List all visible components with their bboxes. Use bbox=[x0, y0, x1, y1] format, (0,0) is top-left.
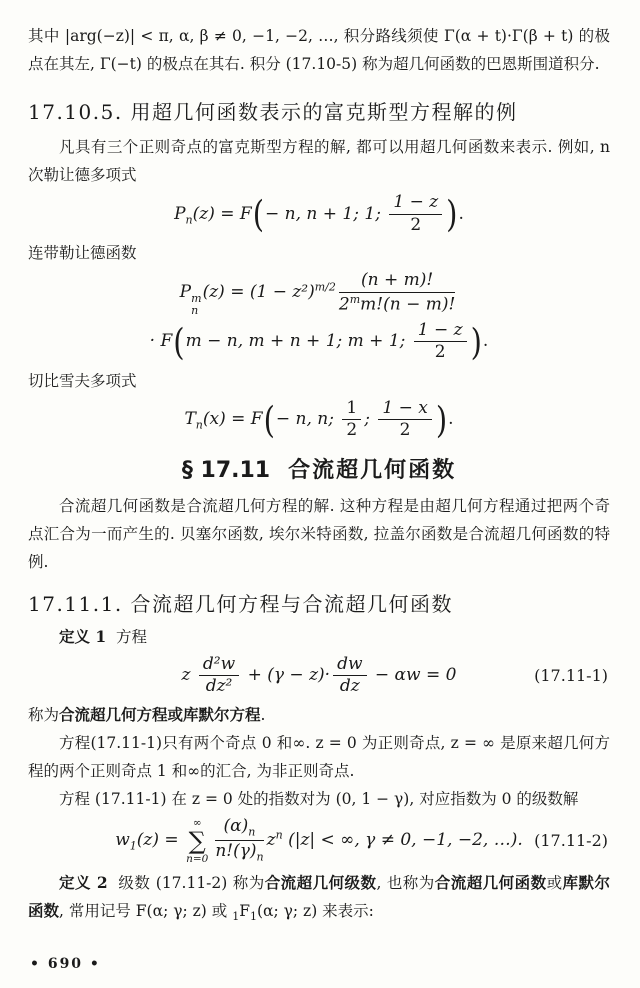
equation-name-bold: 合流超几何方程或库默尔方程 bbox=[59, 704, 261, 724]
math-segment: m − n, m + n + 1; m + 1; bbox=[185, 331, 411, 352]
fraction-numerator: (n + m)! bbox=[339, 271, 455, 293]
math-segment: w bbox=[115, 830, 130, 851]
summation-lower-limit: n=0 bbox=[186, 852, 209, 865]
fraction-denominator: dz bbox=[339, 676, 360, 697]
math-segment: − n, n; bbox=[275, 409, 340, 430]
close-paren: ) bbox=[435, 398, 448, 441]
math-segment: − αw = 0 bbox=[369, 665, 457, 686]
fraction bbox=[378, 399, 431, 441]
math-segment: m!(n − m)! bbox=[360, 294, 456, 315]
summation-symbol bbox=[186, 817, 208, 865]
term-bold: 合流超几何函数 bbox=[434, 872, 547, 892]
math-subscript: 1 bbox=[232, 910, 240, 923]
formula-expression bbox=[149, 319, 489, 363]
associated-legendre-formula-line1 bbox=[28, 271, 610, 316]
fraction bbox=[199, 655, 239, 697]
indices-paragraph bbox=[28, 785, 610, 813]
math-subscript: 1 bbox=[249, 910, 257, 923]
section-title: 合流超几何函数 bbox=[288, 457, 457, 483]
fraction-numerator: 1 bbox=[342, 399, 361, 421]
intro-paragraph bbox=[28, 22, 610, 78]
paragraph-text: 或 bbox=[546, 873, 563, 892]
definition-label: 定义 1 bbox=[59, 626, 107, 646]
formula-expression bbox=[181, 653, 457, 697]
fraction-numerator bbox=[215, 817, 263, 841]
fraction bbox=[215, 817, 263, 864]
legendre-polynomial-formula bbox=[28, 193, 610, 235]
paragraph-text: 方程 (17.11-1) 在 z = 0 处的指数对为 (0, 1 − γ), 对应指数为 0 的级数解 bbox=[59, 789, 579, 808]
math-segment: (x) = F bbox=[202, 409, 263, 430]
math-segment: − n, n + 1; 1; bbox=[265, 203, 387, 224]
math-segment: . bbox=[448, 409, 454, 430]
math-segment: . bbox=[482, 331, 489, 352]
definition-1-line bbox=[28, 623, 610, 651]
fraction-numerator: 1 − z bbox=[414, 321, 467, 343]
associated-legendre-formula-line2 bbox=[28, 321, 610, 363]
definition-text: 方程 bbox=[116, 627, 148, 646]
math-segment: + (γ − z)· bbox=[242, 665, 331, 686]
term-bold: 库默尔函数 bbox=[28, 872, 610, 920]
definition-2-paragraph bbox=[28, 869, 610, 931]
superscript-subscript-stack bbox=[191, 293, 201, 316]
math-superscript: m bbox=[191, 292, 202, 306]
fraction-denominator bbox=[215, 841, 263, 864]
label-text: 切比雪夫多项式 bbox=[28, 371, 137, 390]
math-segment: P bbox=[179, 282, 192, 303]
section-17-10-5-heading bbox=[28, 96, 610, 125]
term-bold: 合流超几何级数 bbox=[264, 872, 377, 892]
paragraph-text: 合流超几何函数是合流超几何方程的解. 这种方程是由超几何方程通过把两个奇点汇合为一而产生的. 贝塞尔函数, 埃尔米特函数, 拉盖尔函数是合流超几何函数的特例. bbox=[28, 496, 610, 571]
equation-number: (17.11-1) bbox=[534, 665, 608, 685]
fraction bbox=[342, 399, 361, 441]
math-segment: F bbox=[239, 901, 250, 920]
math-segment: ; bbox=[364, 409, 376, 430]
fraction-numerator: 1 − z bbox=[389, 193, 442, 215]
definition-label: 定义 2 bbox=[59, 872, 108, 892]
kummer-name-line bbox=[28, 701, 610, 729]
fraction-denominator: 2 bbox=[434, 342, 446, 363]
close-paren: ) bbox=[470, 320, 482, 363]
math-superscript: n bbox=[275, 828, 283, 842]
math-segment: (|z| < ∞, γ ≠ 0, −1, −2, …). bbox=[282, 830, 523, 851]
math-segment: . bbox=[458, 203, 464, 224]
paragraph-text: , 常用记号 F(α; γ; z) 或 bbox=[59, 901, 233, 920]
page-number bbox=[30, 956, 101, 972]
associated-legendre-label bbox=[28, 239, 610, 267]
paragraph-text: . bbox=[260, 705, 266, 724]
open-paren: ( bbox=[252, 192, 265, 236]
open-paren: ( bbox=[173, 320, 185, 363]
section-number: § 17.11 bbox=[181, 457, 271, 483]
math-segment: z bbox=[266, 830, 276, 851]
fraction bbox=[333, 655, 366, 697]
math-superscript: m/2 bbox=[314, 280, 336, 294]
open-paren: ( bbox=[263, 398, 275, 441]
label-text: 连带勒让德函数 bbox=[28, 244, 137, 263]
sigma-icon: ∑ bbox=[188, 826, 206, 855]
fraction bbox=[414, 321, 467, 363]
fraction-numerator: 1 − x bbox=[378, 399, 431, 421]
chebyshev-polynomial-formula bbox=[28, 399, 610, 441]
math-segment: P bbox=[174, 203, 186, 224]
math-segment: T bbox=[184, 409, 196, 430]
section-17-11-heading bbox=[28, 453, 610, 484]
confluent-intro-paragraph bbox=[28, 492, 610, 576]
fraction bbox=[389, 193, 442, 235]
paragraph-text: 凡具有三个正则奇点的富克斯型方程的解, 都可以用超几何函数来表示. 例如, n 次勒让德多项式 bbox=[28, 138, 610, 184]
math-segment: (z) = F bbox=[192, 203, 252, 224]
math-subscript: n bbox=[185, 212, 193, 226]
section-17-11-1-heading bbox=[28, 588, 610, 617]
fraction-denominator: 2 bbox=[346, 420, 358, 441]
kummer-equation bbox=[28, 655, 610, 697]
heading-text: 17.11.1. 合流超几何方程与合流超几何函数 bbox=[28, 591, 454, 616]
fraction-numerator: dw bbox=[333, 655, 366, 677]
fraction-denominator bbox=[339, 293, 455, 315]
math-segment: (α) bbox=[223, 816, 249, 837]
series-solution-equation bbox=[28, 817, 610, 865]
math-superscript: m bbox=[349, 292, 361, 306]
chebyshev-label bbox=[28, 367, 610, 395]
fraction-denominator: 2 bbox=[399, 420, 411, 441]
paragraph-text: , 也称为 bbox=[376, 873, 435, 892]
math-segment: z bbox=[181, 665, 196, 686]
fraction-denominator: 2 bbox=[410, 214, 422, 235]
paragraph-text: 方程(17.11-1)只有两个奇点 0 和∞. z = 0 为正则奇点, z = ∞ 是原来超几何方程的两个正则奇点 1 和∞的汇合, 为非正则奇点. bbox=[28, 733, 610, 780]
math-subscript: n bbox=[256, 850, 264, 864]
math-subscript: n bbox=[248, 825, 256, 839]
heading-text: 17.10.5. 用超几何函数表示的富克斯型方程解的例 bbox=[28, 100, 518, 124]
formula-expression bbox=[179, 270, 459, 317]
fraction-numerator: d²w bbox=[199, 655, 239, 677]
math-subscript: n bbox=[195, 418, 203, 432]
math-segment: · F bbox=[149, 331, 173, 352]
page-number-text: • 690 • bbox=[30, 956, 101, 972]
math-segment: (z) = (1 − z²) bbox=[202, 282, 315, 303]
paragraph-text: (α; γ; z) 来表示: bbox=[256, 901, 374, 920]
intro-text: 其中 |arg(−z)| < π, α, β ≠ 0, −1, −2, …, 积分路线须使 Γ(α + t)·Γ(β + t) 的极点在其左, Γ(−t) 的极点在其右. 积分 (17.10-5) 称为超几何函数的巴恩斯围道积分. bbox=[28, 27, 610, 73]
fraction-denominator: dz² bbox=[205, 676, 233, 697]
math-subscript: n bbox=[191, 303, 199, 317]
math-subscript: 1 bbox=[129, 839, 137, 853]
formula-expression bbox=[174, 192, 464, 236]
math-segment: 2 bbox=[338, 294, 350, 315]
close-paren: ) bbox=[446, 192, 458, 236]
paragraph-text: 称为 bbox=[28, 705, 60, 724]
paragraph-text: 级数 (17.11-2) 称为 bbox=[118, 873, 265, 892]
math-segment: n!(γ) bbox=[215, 841, 257, 862]
fuchs-solutions-paragraph bbox=[28, 133, 610, 189]
equation-number: (17.11-2) bbox=[534, 830, 608, 850]
summation-upper-limit: ∞ bbox=[192, 816, 202, 829]
fraction bbox=[339, 271, 455, 315]
formula-expression bbox=[184, 397, 454, 441]
math-segment: (z) = bbox=[136, 830, 185, 851]
singular-points-paragraph bbox=[28, 729, 610, 785]
